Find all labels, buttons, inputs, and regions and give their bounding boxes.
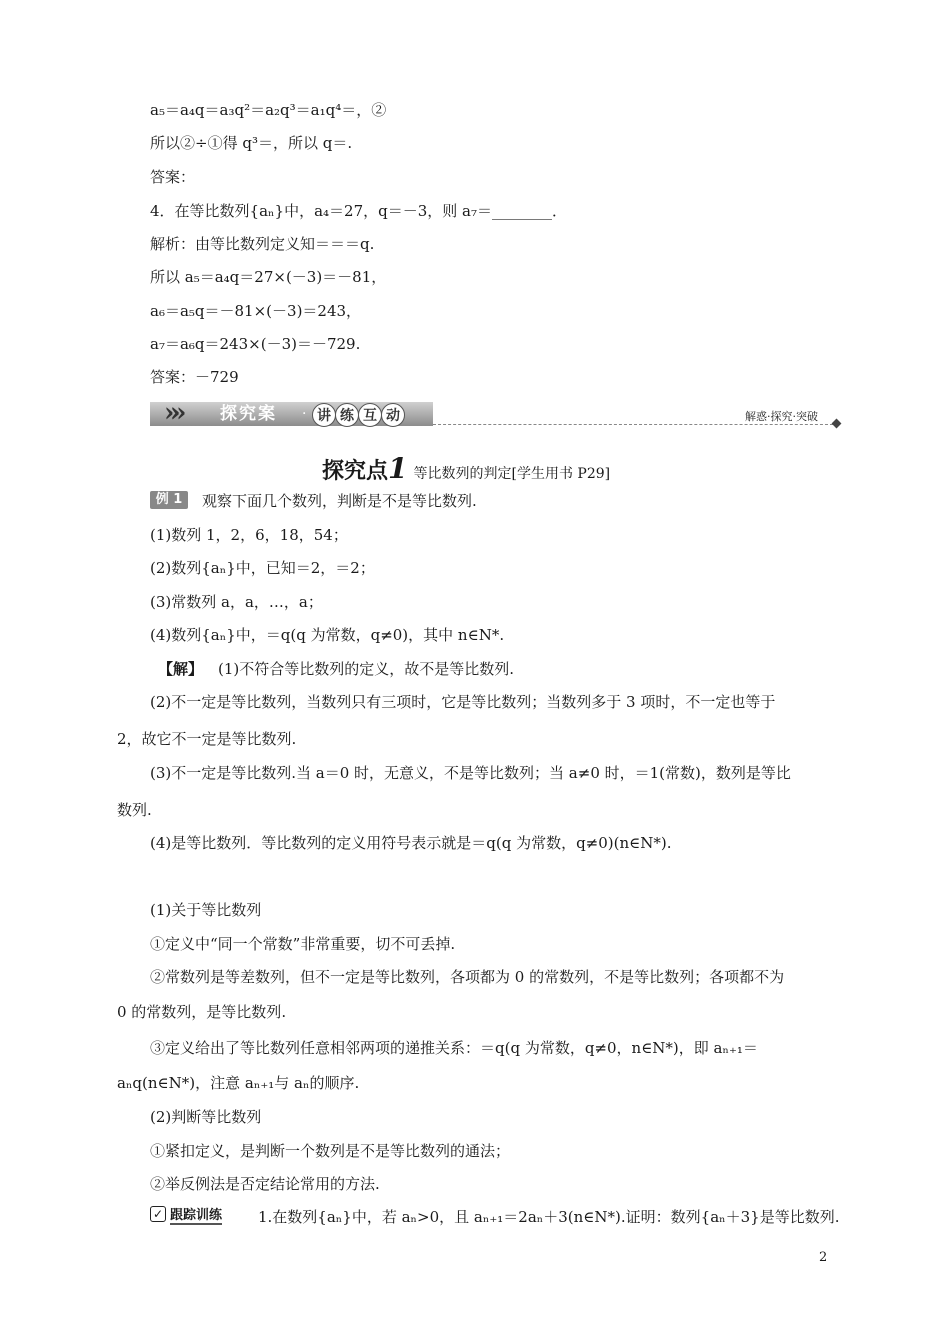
section-title-text: 探究点	[322, 459, 389, 484]
example-question: (1)数列 1，2，6，18，54；	[150, 526, 348, 544]
banner-badge: 讲	[312, 403, 336, 427]
follow-exercise: 1.在数列{aₙ}中，若 aₙ>0，且 aₙ₊₁＝2aₙ＋3(n∈N*).证明：数列{aₙ＋3}是等比数列.	[258, 1208, 840, 1226]
note-line: ①紧扣定义，是判断一个数列是不是等比数列的通法；	[150, 1142, 511, 1160]
solution-line: (1)不符合等比数列的定义，故不是等比数列.	[218, 660, 515, 678]
note-line: (1)关于等比数列	[150, 901, 262, 919]
text-line: 答案：－729	[150, 368, 239, 386]
text-line: a₇＝a₆q＝243×(－3)＝－729.	[150, 335, 361, 353]
follow-training-label	[150, 1205, 222, 1223]
solution-line: 数列.	[117, 801, 152, 819]
banner-badge: 练	[335, 403, 359, 427]
section-title	[322, 452, 610, 485]
section-title-number: 1	[388, 452, 408, 485]
banner-badge: 互	[358, 403, 382, 427]
note-line: aₙq(n∈N*)，注意 aₙ₊₁与 aₙ的顺序.	[117, 1074, 360, 1092]
example-question: (2)数列{aₙ}中，已知＝2，＝2；	[150, 559, 375, 577]
note-line: (2)判断等比数列	[150, 1108, 262, 1126]
note-line: ②举反例法是否定结论常用的方法.	[150, 1175, 380, 1193]
text-line: a₅＝a₄q＝a₃q²＝a₂q³＝a₁q⁴＝，②	[150, 101, 387, 119]
section-banner	[150, 399, 840, 429]
example-question: (3)常数列 a，a，…，a；	[150, 593, 323, 611]
text-line: a₆＝a₅q＝－81×(－3)＝243，	[150, 302, 362, 320]
note-line: ①定义中“同一个常数”非常重要，切不可丢掉.	[150, 935, 456, 953]
note-line: ②常数列是等差数列，但不一定是等比数列，各项都为 0 的常数列，不是等比数列；各项都不为	[150, 968, 785, 986]
note-line: ③定义给出了等比数列任意相邻两项的递推关系：＝q(q 为常数，q≠0，n∈N*)，即 aₙ₊₁＝	[150, 1039, 758, 1057]
example-question: (4)数列{aₙ}中，＝q(q 为常数，q≠0)，其中 n∈N*.	[150, 626, 505, 644]
solution-line: (2)不一定是等比数列，当数列只有三项时，它是等比数列；当数列多于 3 项时，不一定也等于	[150, 693, 776, 711]
solution-line: (3)不一定是等比数列.当 a＝0 时，无意义，不是等比数列；当 a≠0 时，＝1(常数)，数列是等比	[150, 764, 791, 782]
section-subtitle: 等比数列的判定[学生用书 P29]	[413, 466, 611, 482]
banner-title: 探究案	[220, 404, 277, 424]
text-line: 解析：由等比数列定义知＝＝＝q.	[150, 235, 375, 253]
banner-right-text: 解惑·探究·突破	[745, 410, 818, 423]
solution-line: 2，故它不一定是等比数列.	[117, 730, 297, 748]
note-line: 0 的常数列，是等比数列.	[117, 1003, 287, 1021]
banner-badge: 动	[381, 403, 405, 427]
example-tag: 例 1	[150, 491, 188, 509]
example-prompt: 观察下面几个数列，判断是不是等比数列.	[202, 492, 477, 510]
text-line: 所以②÷①得 q³＝，所以 q＝.	[150, 134, 353, 152]
diamond-icon	[832, 419, 842, 429]
text-line: 答案：	[150, 168, 196, 186]
banner-dot: ·	[302, 406, 307, 422]
checkmark-icon: ✓	[150, 1206, 166, 1222]
follow-training-text: 跟踪训练	[170, 1204, 222, 1225]
solution-label: 【解】	[158, 660, 204, 678]
text-line: 所以 a₅＝a₄q＝27×(－3)＝－81，	[150, 268, 387, 286]
page-number: 2	[819, 1250, 828, 1265]
double-chevron-icon: »»	[164, 398, 177, 428]
text-line: 4．在等比数列{aₙ}中，a₄＝27，q＝－3，则 a₇＝________．	[150, 202, 567, 220]
banner-rule	[433, 424, 833, 425]
solution-line: (4)是等比数列．等比数列的定义用符号表示就是＝q(q 为常数，q≠0)(n∈N*).	[150, 834, 672, 852]
banner-badges	[312, 403, 404, 427]
